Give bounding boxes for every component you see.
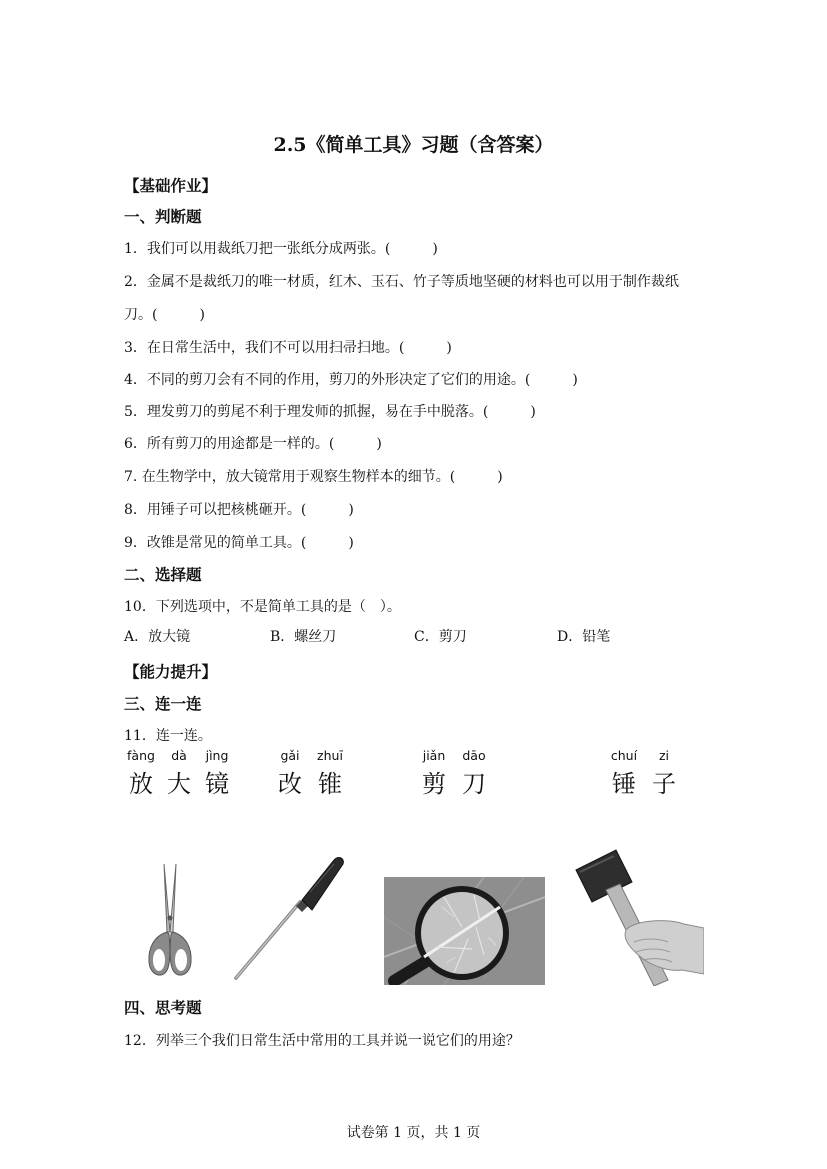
pinyin: dāo (462, 748, 486, 763)
judge-question-9: 9．改锥是常见的简单工具。( ) (124, 535, 354, 551)
pinyin: gǎi (280, 748, 300, 763)
word-screwdriver (270, 748, 350, 799)
section-improve-heading: 【能力提升】 (124, 662, 218, 681)
pinyin: fàng (127, 748, 155, 763)
pinyin: jiǎn (422, 748, 446, 763)
judge-question-5: 5．理发剪刀的剪尾不利于理发师的抓握，易在手中脱落。( ) (124, 404, 536, 420)
section-judge-heading: 一、判断题 (124, 207, 202, 226)
hanzi: 锤 (612, 770, 636, 798)
pinyin: dà (171, 748, 187, 763)
judge-question-1: 1．我们可以用裁纸刀把一张纸分成两张。( ) (124, 241, 438, 257)
magnifier-image (384, 877, 545, 985)
judge-question-4: 4．不同的剪刀会有不同的作用，剪刀的外形决定了它们的用途。( ) (124, 372, 578, 388)
choice-options (124, 626, 724, 646)
hammer-image (572, 846, 704, 986)
scissors-image (140, 860, 200, 985)
judge-question-2-cont: 刀。( ) (124, 307, 205, 323)
page-title: 2.5《简单工具》习题（含答案） (273, 134, 554, 156)
option-b: B．螺丝刀 (270, 629, 337, 645)
hanzi: 放 (129, 770, 153, 798)
hanzi: 子 (652, 770, 676, 798)
option-c: C．剪刀 (414, 629, 467, 645)
screwdriver-image (230, 850, 350, 982)
word-magnifier (121, 748, 237, 799)
pinyin: chuí (610, 748, 638, 763)
judge-question-2: 2．金属不是裁纸刀的唯一材质，红木、玉石、竹子等质地坚硬的材料也可以用于制作裁纸 (124, 274, 679, 290)
section-think-heading: 四、思考题 (124, 998, 202, 1017)
pinyin: jìng (205, 748, 229, 763)
judge-question-8: 8．用锤子可以把核桃砸开。( ) (124, 502, 354, 518)
hanzi: 锥 (318, 770, 342, 798)
hanzi: 改 (278, 770, 302, 798)
pinyin: zhuī (317, 748, 343, 763)
option-a: A．放大镜 (124, 629, 191, 645)
hanzi: 镜 (205, 770, 229, 798)
section-match-heading: 三、连一连 (124, 694, 202, 713)
judge-question-6: 6．所有剪刀的用途都是一样的。( ) (124, 436, 382, 452)
option-d: D．铅笔 (557, 629, 611, 645)
judge-question-7: 7. 在生物学中，放大镜常用于观察生物样本的细节。( ) (124, 469, 503, 485)
word-scissors (414, 748, 494, 799)
hanzi: 大 (167, 770, 191, 798)
think-question-12: 12．列举三个我们日常生活中常用的工具并说一说它们的用途？ (124, 1033, 520, 1049)
choice-question-10: 10．下列选项中，不是简单工具的是（ ）。 (124, 599, 401, 615)
section-basic-heading: 【基础作业】 (124, 176, 218, 195)
section-choice-heading: 二、选择题 (124, 565, 202, 584)
page-footer: 试卷第 1 页，共 1 页 (346, 1125, 481, 1141)
hanzi: 刀 (462, 770, 486, 798)
match-question-11: 11．连一连。 (124, 728, 212, 744)
word-hammer (604, 748, 684, 799)
judge-question-3: 3．在日常生活中，我们不可以用扫帚扫地。( ) (124, 340, 452, 356)
pinyin: zi (658, 748, 670, 763)
hanzi: 剪 (422, 770, 446, 798)
